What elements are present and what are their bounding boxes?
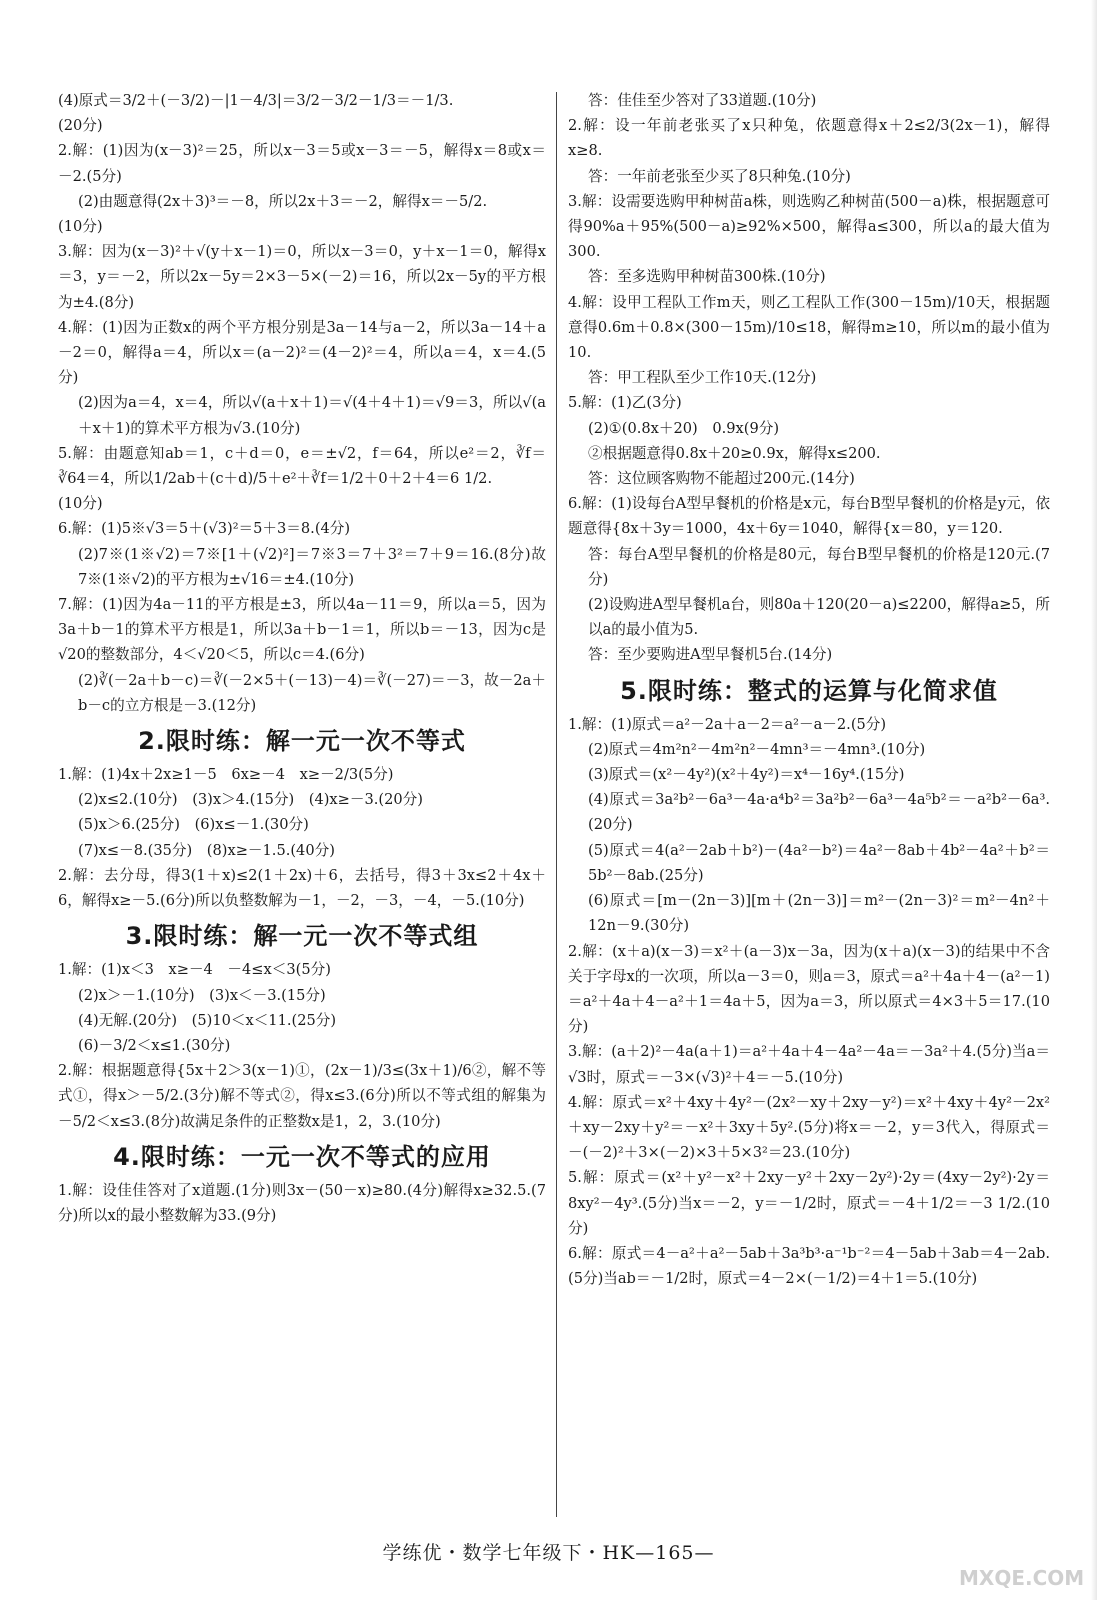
answer-paragraph: (2)①(0.8x＋20) 0.9x(9分) — [588, 419, 780, 437]
scan-edge — [1091, 0, 1097, 1600]
answer-paragraph: 3.解：(a＋2)²－4a(a＋1)＝a²＋4a＋4－4a²－4a＝－3a²＋4.(5分)当a＝√3时，原式＝－3×(√3)²＋4＝－5.(10分) — [568, 1043, 1050, 1086]
section-heading: 3.限时练：解一元一次不等式组 — [125, 922, 479, 951]
answer-paragraph: 6.解：原式＝4－a²＋a²－5ab＋3a³b³·a⁻¹b⁻²＝4－5ab＋3ab＝4－2ab.(5分)当ab＝－1/2时，原式＝4－2×(－1/2)＝4＋1＝5.(10分) — [568, 1244, 1050, 1288]
answer-paragraph: (3)原式＝(x²－4y²)(x²＋4y²)＝x⁴－16y⁴.(15分) — [588, 766, 905, 784]
answer-paragraph: (2)因为a＝4，x＝4，所以√(a＋x＋1)＝√(4＋4＋1)＝√9＝3，所以√(a＋x＋1)的算术平方根为√3.(10分) — [78, 394, 546, 437]
answer-paragraph: 答：至多选购甲种树苗300株.(10分) — [588, 268, 826, 286]
answer-paragraph: 1.解：(1)x＜3 x≥－4 －4≤x＜3(5分) — [58, 961, 331, 979]
answer-paragraph: 答：一年前老张至少买了8只种兔.(10分) — [588, 167, 851, 185]
answer-paragraph: (2)x＞－1.(10分) (3)x＜－3.(15分) — [78, 986, 326, 1004]
answer-paragraph: 5.解：(1)乙(3分) — [568, 394, 682, 412]
answer-paragraph: 2.解：(x＋a)(x－3)＝x²＋(a－3)x－3a，因为(x＋a)(x－3)的结果中不含关于字母x的一次项，所以a－3＝0，则a＝3，原式＝a²＋4a＋4－(a²－1)＝a²＋4a＋4－a²＋1＝4a＋5，因为a＝3，所以原式＝4×3＋5＝17.(10分) — [568, 942, 1050, 1036]
answer-paragraph: 6.解：(1)设每台A型早餐机的价格是x元，每台B型早餐机的价格是y元，依题意得{8x＋3y＝1000，4x＋6y＝1040，解得{x＝80，y＝120. — [568, 495, 1050, 538]
answer-paragraph: (4)原式＝3a²b²－6a³－4a·a⁴b²＝3a²b²－6a³－4a⁵b²＝－a²b²－6a³.(20分) — [588, 791, 1050, 834]
answer-paragraph: (2)x≤2.(10分) (3)x＞4.(15分) (4)x≥－3.(20分) — [78, 791, 423, 809]
answer-paragraph: 7.解：(1)因为4a－11的平方根是±3，所以4a－11＝9，所以a＝5，因为3a＋b－1的算术平方根是1，所以3a＋b－1＝1，所以b＝－13，因为c是√20的整数部分，4＜√20＜5，所以c＝4.(6分) — [58, 596, 546, 664]
answer-paragraph: 答：这位顾客购物不能超过200元.(14分) — [588, 470, 855, 488]
answer-paragraph: (5)原式＝4(a²－2ab＋b²)－(4a²－b²)＝4a²－8ab＋4b²－4a²＋b²＝5b²－8ab.(25分) — [588, 841, 1050, 884]
watermark-text: MXQE.COM — [959, 1566, 1085, 1590]
answer-paragraph: 1.解：(1)原式＝a²－2a＋a－2＝a²－a－2.(5分) — [568, 715, 887, 733]
answer-paragraph: ②根据题意得0.8x＋20≥0.9x，解得x≤200. — [588, 444, 881, 462]
answer-paragraph: 答：佳佳至少答对了33道题.(10分) — [588, 92, 817, 109]
answer-paragraph: 4.解：(1)因为正数x的两个平方根分别是3a－14与a－2，所以3a－14＋a－2＝0，解得a＝4，所以x＝(a－2)²＝(4－2)²＝4，所以a＝4，x＝4.(5分) — [58, 318, 546, 387]
answer-paragraph: (5)x＞6.(25分) (6)x≤－1.(30分) — [78, 816, 309, 834]
answer-paragraph: (2)∛(－2a＋b－c)＝∛(－2×5＋(－13)－4)＝∛(－27)＝－3，故－2a＋b－c的立方根是－3.(12分) — [78, 671, 546, 714]
column-divider — [556, 92, 557, 1517]
answer-paragraph: 2.解：去分母，得3(1＋x)≤2(1＋2x)＋6，去括号，得3＋3x≤2＋4x＋6，解得x≥－5.(6分)所以负整数解为－1，－2，－3，－4，－5.(10分) — [58, 866, 546, 910]
answer-paragraph: 3.解：因为(x－3)²＋√(y＋x－1)＝0，所以x－3＝0，y＋x－1＝0，解得x＝3，y＝－2，所以2x－5y＝2×3－5×(－2)＝16，所以2x－5y的平方根为±4.(8分) — [58, 243, 546, 311]
answer-paragraph: 2.解：根据题意得{5x＋2＞3(x－1)①，(2x－1)/3≤(3x＋1)/6②，解不等式①，得x＞－5/2.(3分)解不等式②，得x≤3.(6分)所以不等式组的解集为－5/2＜x≤3.(8分)故满足条件的正整数x是1，2，3.(10分) — [58, 1062, 546, 1130]
section-heading: 5.限时练：整式的运算与化简求值 — [620, 676, 998, 705]
answer-paragraph: 4.解：原式＝x²＋4xy＋4y²－(2x²－xy＋2xy－y²)＝x²＋4xy＋4y²－2x²＋xy－2xy＋y²＝－x²＋3xy＋5y².(5分)将x＝－2，y＝3代入，得原式＝－(－2)²＋3×(－2)×3＋5×3²＝23.(10分) — [568, 1093, 1050, 1162]
answer-paragraph: 2.解：设一年前老张买了x只种兔，依题意得x＋2≤2/3(2x－1)，解得x≥8. — [568, 117, 1050, 160]
answer-paragraph: (4)原式＝3/2＋(－3/2)－|1－4/3|＝3/2－3/2－1/3＝－1/3. — [58, 92, 454, 109]
answer-paragraph: (6)原式＝[m－(2n－3)][m＋(2n－3)]＝m²－(2n－3)²＝m²－4n²＋12n－9.(30分) — [588, 892, 1050, 935]
answer-paragraph: 1.解：(1)4x＋2x≥1－5 6x≥－4 x≥－2/3(5分) — [58, 766, 394, 784]
answer-paragraph: 5.解：原式＝(x²＋y²－x²＋2xy－y²＋2xy－2y²)·2y＝(4xy－2y²)·2y＝8xy²－4y³.(5分)当x＝－2，y＝－1/2时，原式＝－4＋1/2＝－3 1/2.(10分) — [568, 1169, 1050, 1237]
section-heading: 4.限时练：一元一次不等式的应用 — [113, 1142, 491, 1171]
answer-paragraph: 3.解：设需要选购甲种树苗a株，则选购乙种树苗(500－a)株，根据题意可得90%a＋95%(500－a)≥92%×500，解得a≤300，所以a的最大值为300. — [568, 192, 1050, 261]
answer-paragraph: (2)由题意得(2x＋3)³＝－8，所以2x＋3＝－2，解得x＝－5/2. — [78, 192, 488, 210]
answer-paragraph: 答：甲工程队至少工作10天.(12分) — [588, 369, 817, 387]
answer-paragraph: (20分) — [58, 117, 103, 135]
answer-paragraph: 6.解：(1)5※√3＝5＋(√3)²＝5＋3＝8.(4分) — [58, 520, 351, 538]
answer-paragraph: 答：至少要购进A型早餐机5台.(14分) — [588, 646, 833, 664]
answer-paragraph: (2)设购进A型早餐机a台，则80a＋120(20－a)≤2200，解得a≥5，所以a的最小值为5. — [588, 596, 1050, 639]
answer-paragraph: 答：每台A型早餐机的价格是80元，每台B型早餐机的价格是120元.(7分) — [588, 545, 1050, 588]
answer-paragraph: (7)x≤－8.(35分) (8)x≥－1.5.(40分) — [78, 841, 335, 859]
answer-paragraph: 1.解：设佳佳答对了x道题.(1分)则3x－(50－x)≥80.(4分)解得x≥32.5.(7分)所以x的最小整数解为33.(9分) — [58, 1181, 546, 1224]
answer-paragraph: (2)7※(1※√2)＝7※[1＋(√2)²]＝7※3＝7＋3²＝7＋9＝16.(8分)故7※(1※√2)的平方根为±√16＝±4.(10分) — [78, 545, 546, 588]
answer-paragraph: 4.解：设甲工程队工作m天，则乙工程队工作(300－15m)/10天，根据题意得0.6m＋0.8×(300－15m)/10≤18，解得m≥10，所以m的最小值为10. — [568, 293, 1050, 362]
watermark-logo — [959, 1514, 1085, 1592]
answer-paragraph: (10分) — [58, 495, 103, 513]
answer-paragraph: (10分) — [58, 218, 103, 236]
answer-paragraph: (2)原式＝4m²n²－4m²n²－4mn³＝－4mn³.(10分) — [588, 740, 926, 758]
page-footer: 学练优・数学七年级下・HK—165— — [382, 1542, 715, 1564]
section-heading: 2.限时练：解一元一次不等式 — [138, 727, 466, 756]
answer-paragraph: (4)无解.(20分) (5)10＜x＜11.(25分) — [78, 1011, 337, 1029]
answer-paragraph: (6)－3/2＜x≤1.(30分) — [78, 1036, 231, 1054]
answer-paragraph: 2.解：(1)因为(x－3)²＝25，所以x－3＝5或x－3＝－5，解得x＝8或x＝－2.(5分) — [58, 142, 546, 185]
answer-paragraph: 5.解：由题意知ab＝1，c＋d＝0，e＝±√2，f＝64，所以e²＝2，∛f＝∛64＝4，所以1/2ab＋(c＋d)/5＋e²＋∛f＝1/2＋0＋2＋4＝6 1/2. — [58, 444, 546, 488]
right-column — [568, 88, 1050, 1291]
left-column — [58, 88, 546, 1228]
